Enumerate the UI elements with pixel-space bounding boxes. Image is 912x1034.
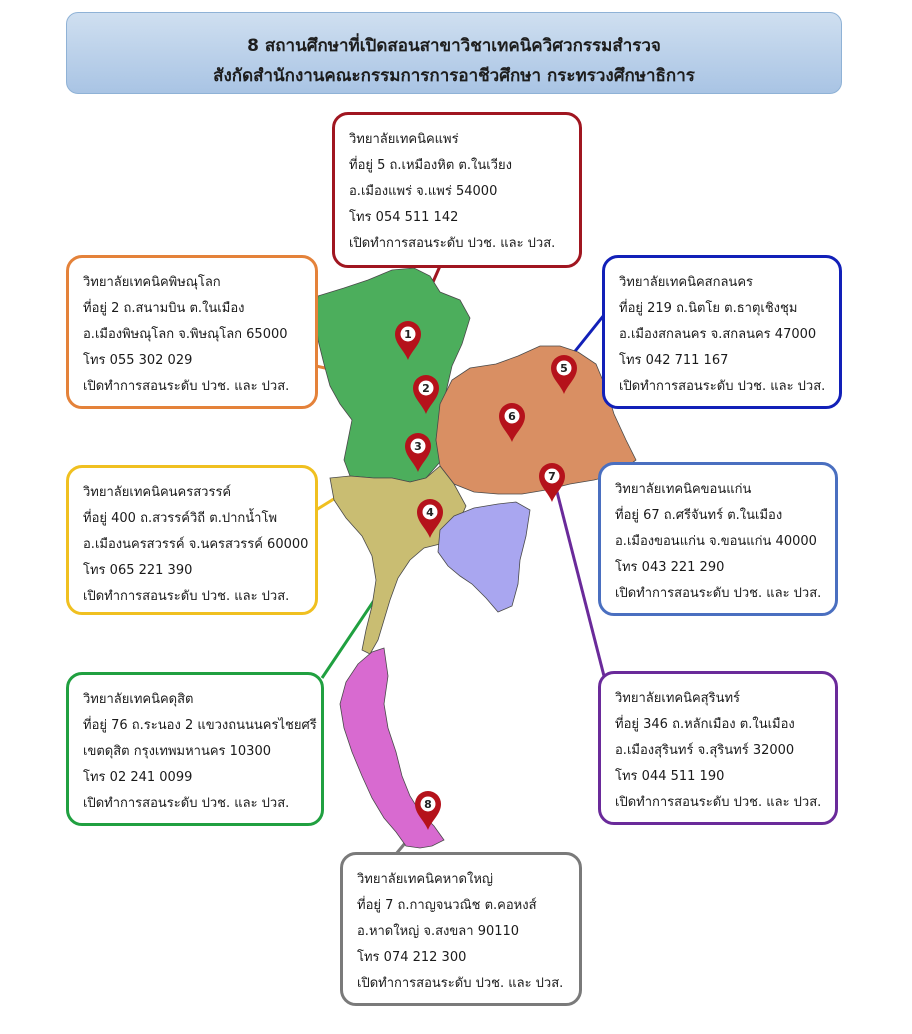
college-district: อ.เมืองขอนแก่น จ.ขอนแก่น 40000: [615, 534, 817, 549]
college-district: อ.เมืองนครสวรรค์ จ.นครสวรรค์ 60000: [83, 537, 309, 552]
college-name: วิทยาลัยเทคนิคสกลนคร: [619, 275, 753, 290]
college-address: ที่อยู่ 219 ถ.นิตโย ต.ธาตุเชิงชุม: [619, 301, 798, 316]
pin-1-label: 1: [404, 328, 412, 341]
college-phone: โทร 054 511 142: [349, 210, 459, 225]
college-address: ที่อยู่ 400 ถ.สวรรค์วิถี ต.ปากน้ำโพ: [83, 511, 278, 526]
college-phone: โทร 055 302 029: [83, 353, 193, 368]
pin-4-label: 4: [426, 506, 434, 519]
pin-7-label: 7: [548, 470, 556, 483]
college-levels: เปิดทำการสอนระดับ ปวช. และ ปวส.: [83, 379, 290, 394]
map-regions: [316, 268, 636, 848]
college-levels: เปิดทำการสอนระดับ ปวช. และ ปวส.: [619, 379, 826, 394]
college-district: อ.เมืองสกลนคร จ.สกลนคร 47000: [619, 327, 817, 342]
college-card-sakonnakhon: [602, 255, 842, 409]
college-name: วิทยาลัยเทคนิคหาดใหญ่: [357, 872, 493, 887]
college-address: ที่อยู่ 5 ถ.เหมืองหิต ต.ในเวียง: [349, 158, 512, 173]
college-card-phrae: [332, 112, 582, 268]
college-district: อ.หาดใหญ่ จ.สงขลา 90110: [357, 924, 520, 939]
college-name: วิทยาลัยเทคนิคสุรินทร์: [615, 691, 741, 706]
college-levels: เปิดทำการสอนระดับ ปวช. และ ปวส.: [349, 236, 556, 251]
college-address: ที่อยู่ 7 ถ.กาญจนวณิช ต.คอหงส์: [357, 898, 537, 913]
college-levels: เปิดทำการสอนระดับ ปวช. และ ปวส.: [615, 586, 822, 601]
college-name: วิทยาลัยเทคนิคขอนแก่น: [615, 482, 752, 497]
college-phone: โทร 065 221 390: [83, 563, 193, 578]
college-address: ที่อยู่ 346 ถ.หลักเมือง ต.ในเมือง: [615, 717, 795, 732]
college-district: อ.เมืองสุรินทร์ จ.สุรินทร์ 32000: [615, 743, 795, 758]
college-district: อ.เมืองพิษณุโลก จ.พิษณุโลก 65000: [83, 327, 288, 342]
college-phone: โทร 042 711 167: [619, 353, 729, 368]
college-card-surin: [598, 671, 838, 825]
college-name: วิทยาลัยเทคนิคพิษณุโลก: [83, 275, 221, 290]
pin-6-label: 6: [508, 410, 516, 423]
college-name: วิทยาลัยเทคนิคนครสวรรค์: [83, 485, 232, 500]
pin-2-label: 2: [422, 382, 430, 395]
college-phone: โทร 074 212 300: [357, 950, 467, 965]
college-address: ที่อยู่ 67 ถ.ศรีจันทร์ ต.ในเมือง: [615, 508, 783, 523]
college-name: วิทยาลัยเทคนิคแพร่: [349, 132, 459, 147]
college-levels: เปิดทำการสอนระดับ ปวช. และ ปวส.: [615, 795, 822, 810]
pin-7[interactable]: [539, 463, 565, 502]
college-address: ที่อยู่ 2 ถ.สนามบิน ต.ในเมือง: [83, 301, 245, 316]
college-levels: เปิดทำการสอนระดับ ปวช. และ ปวส.: [83, 589, 290, 604]
pin-3-label: 3: [414, 440, 422, 453]
pin-8-label: 8: [424, 798, 432, 811]
college-phone: โทร 044 511 190: [615, 769, 725, 784]
college-card-phitsanulok: [66, 255, 318, 409]
college-levels: เปิดทำการสอนระดับ ปวช. และ ปวส.: [83, 796, 290, 811]
college-card-hatyai: [340, 852, 582, 1006]
page-subtitle: สังกัดสำนักงานคณะกรรมการการอาชีวศึกษา กระทรวงศึกษาธิการ: [213, 66, 695, 86]
college-district: อ.เมืองแพร่ จ.แพร่ 54000: [349, 184, 498, 199]
region-east: [438, 502, 530, 612]
college-card-khonkaen: [598, 462, 838, 616]
college-card-nakhonsawan: [66, 465, 318, 615]
college-card-dusit: [66, 672, 324, 826]
college-district: เขตดุสิต กรุงเทพมหานคร 10300: [83, 744, 271, 759]
page-title: 8 สถานศึกษาที่เปิดสอนสาขาวิชาเทคนิควิศวกรรมสำรวจ: [247, 36, 661, 56]
pin-5-label: 5: [560, 362, 568, 375]
college-levels: เปิดทำการสอนระดับ ปวช. และ ปวส.: [357, 976, 564, 991]
college-phone: โทร 043 221 290: [615, 560, 725, 575]
connector-surin: [554, 480, 604, 676]
college-address: ที่อยู่ 76 ถ.ระนอง 2 แขวงถนนนครไชยศรี: [83, 718, 317, 733]
college-name: วิทยาลัยเทคนิคดุสิต: [83, 692, 194, 707]
college-phone: โทร 02 241 0099: [83, 770, 193, 785]
